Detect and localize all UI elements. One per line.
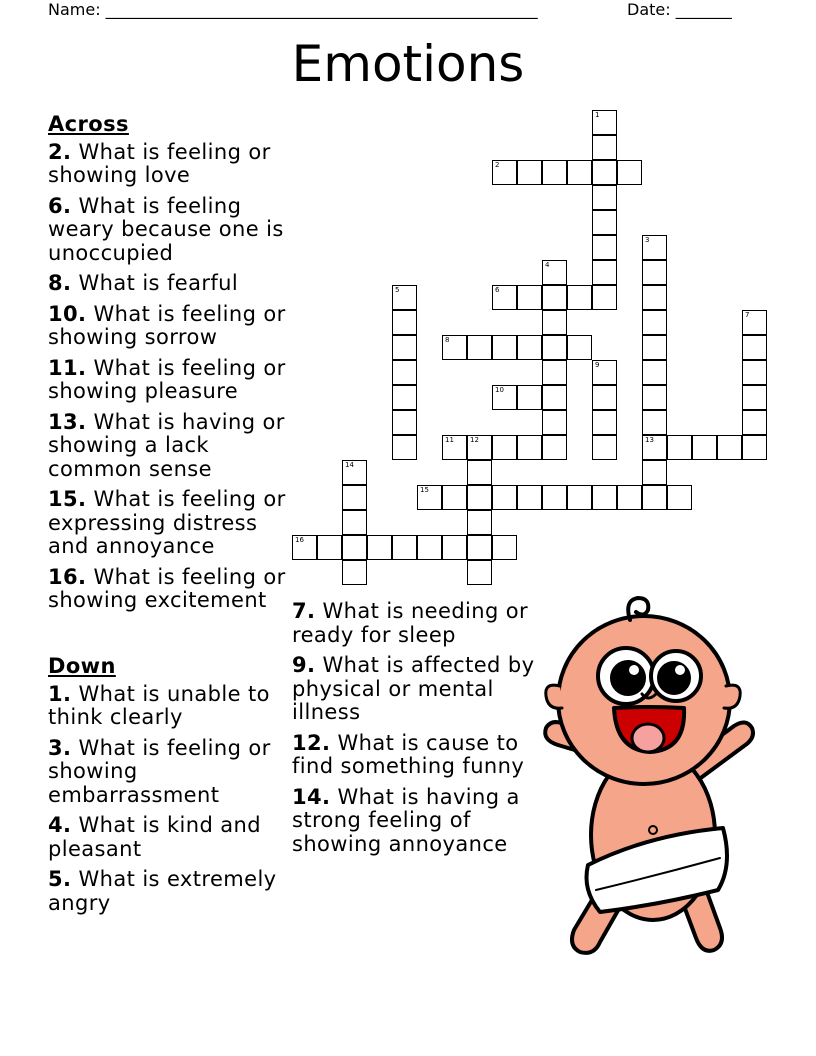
grid-cell[interactable]: [517, 435, 542, 460]
cell-number: 12: [470, 436, 479, 444]
grid-cell[interactable]: [442, 335, 467, 360]
grid-cell[interactable]: [467, 560, 492, 585]
grid-cell[interactable]: [517, 160, 542, 185]
cell-number: 6: [495, 286, 500, 294]
grid-cell[interactable]: [317, 535, 342, 560]
grid-cell[interactable]: [542, 385, 567, 410]
clue-down-14: 14. What is having a strong feeling of showing annoyance: [292, 784, 520, 856]
grid-cell[interactable]: [467, 335, 492, 360]
clue-down-12: 12. What is cause to find something funny: [292, 730, 525, 778]
grid-cell[interactable]: [592, 385, 617, 410]
grid-cell[interactable]: [592, 110, 617, 135]
grid-cell[interactable]: [617, 160, 642, 185]
grid-cell[interactable]: [542, 160, 567, 185]
grid-cell[interactable]: [642, 485, 667, 510]
grid-cell[interactable]: [742, 435, 767, 460]
grid-cell[interactable]: [642, 235, 667, 260]
cell-number: 5: [395, 286, 400, 294]
cell-number: 15: [420, 486, 429, 494]
grid-cell[interactable]: [492, 435, 517, 460]
grid-cell[interactable]: [392, 335, 417, 360]
grid-cell[interactable]: [392, 360, 417, 385]
cell-number: 10: [495, 386, 504, 394]
grid-cell[interactable]: [667, 485, 692, 510]
cell-number: 16: [295, 536, 304, 544]
grid-cell[interactable]: [592, 210, 617, 235]
grid-cell[interactable]: [492, 485, 517, 510]
grid-cell[interactable]: [642, 360, 667, 385]
clue-down-7: 7. What is needing or ready for sleep: [292, 599, 529, 647]
grid-cell[interactable]: [392, 285, 417, 310]
grid-cell[interactable]: [492, 385, 517, 410]
grid-cell[interactable]: [692, 435, 717, 460]
grid-cell[interactable]: [642, 260, 667, 285]
name-field: Name: ______________________________________________________: [48, 0, 538, 19]
clue-down-3: 3. What is feeling or showing embarrassment: [48, 735, 271, 807]
clue-across-10: 10. What is feeling or showing sorrow: [48, 301, 286, 349]
cell-number: 8: [445, 336, 450, 344]
down-clues: [48, 655, 288, 922]
grid-cell[interactable]: [592, 410, 617, 435]
cell-number: 1: [595, 111, 600, 119]
grid-cell[interactable]: [567, 285, 592, 310]
down-heading: Down: [48, 654, 116, 678]
grid-cell[interactable]: [392, 410, 417, 435]
cell-number: 7: [745, 311, 750, 319]
grid-cell[interactable]: [492, 535, 517, 560]
clue-across-2: 2. What is feeling or showing love: [48, 139, 271, 187]
grid-cell[interactable]: [517, 285, 542, 310]
cell-number: 11: [445, 436, 454, 444]
grid-cell[interactable]: [592, 285, 617, 310]
grid-cell[interactable]: [642, 335, 667, 360]
grid-cell[interactable]: [742, 310, 767, 335]
grid-cell[interactable]: [642, 285, 667, 310]
grid-cell[interactable]: [492, 160, 517, 185]
across-clues: [48, 113, 288, 620]
clue-across-13: 13. What is having or showing a lack common sense: [48, 409, 285, 481]
grid-cell[interactable]: [517, 335, 542, 360]
grid-cell[interactable]: [342, 460, 367, 485]
right-ear: [724, 685, 740, 708]
cell-number: 3: [645, 236, 650, 244]
grid-cell[interactable]: [642, 410, 667, 435]
date-field: Date: _______: [627, 0, 732, 19]
clue-down-1: 1. What is unable to think clearly: [48, 681, 270, 729]
grid-cell[interactable]: [292, 535, 317, 560]
grid-cell[interactable]: [467, 435, 492, 460]
grid-cell[interactable]: [592, 260, 617, 285]
grid-cell[interactable]: [592, 360, 617, 385]
clue-down-5: 5. What is extremely angry: [48, 867, 277, 915]
grid-cell[interactable]: [467, 510, 492, 535]
grid-cell[interactable]: [542, 260, 567, 285]
grid-cell[interactable]: [342, 485, 367, 510]
clue-across-15: 15. What is feeling or expressing distress and annoyance: [48, 487, 286, 558]
cell-number: 2: [495, 161, 500, 169]
grid-cell[interactable]: [642, 385, 667, 410]
grid-cell[interactable]: [542, 360, 567, 385]
grid-cell[interactable]: [742, 410, 767, 435]
grid-cell[interactable]: [392, 310, 417, 335]
grid-cell[interactable]: [417, 535, 442, 560]
grid-cell[interactable]: [442, 535, 467, 560]
page-title: Emotions: [291, 35, 525, 93]
grid-cell[interactable]: [492, 335, 517, 360]
grid-cell[interactable]: [392, 535, 417, 560]
grid-cell[interactable]: [742, 360, 767, 385]
clue-across-6: 6. What is feeling weary because one is unoccupied: [48, 193, 284, 265]
across-heading: Across: [48, 112, 129, 136]
grid-cell[interactable]: [342, 510, 367, 535]
grid-cell[interactable]: [567, 160, 592, 185]
grid-cell[interactable]: [492, 285, 517, 310]
grid-cell[interactable]: [592, 185, 617, 210]
grid-cell[interactable]: [642, 460, 667, 485]
grid-cell[interactable]: [592, 435, 617, 460]
grid-cell[interactable]: [517, 385, 542, 410]
grid-cell[interactable]: [542, 310, 567, 335]
grid-cell[interactable]: [442, 485, 467, 510]
grid-cell[interactable]: [592, 485, 617, 510]
grid-cell[interactable]: [342, 560, 367, 585]
grid-cell[interactable]: [542, 335, 567, 360]
clue-across-11: 11. What is feeling or showing pleasure: [48, 355, 286, 403]
cell-number: 4: [545, 261, 550, 269]
clue-down-9: 9. What is affected by physical or mental illness: [292, 653, 535, 724]
grid-cell[interactable]: [717, 435, 742, 460]
cell-number: 14: [345, 461, 354, 469]
grid-cell[interactable]: [392, 435, 417, 460]
grid-cell[interactable]: [667, 435, 692, 460]
grid-cell[interactable]: [592, 235, 617, 260]
grid-cell[interactable]: [542, 485, 567, 510]
grid-cell[interactable]: [517, 485, 542, 510]
down-clues-continued: [292, 600, 542, 863]
grid-cell[interactable]: [567, 335, 592, 360]
baby-illustration: [538, 590, 768, 970]
grid-cell[interactable]: [642, 310, 667, 335]
grid-cell[interactable]: [642, 435, 667, 460]
tongue: [632, 724, 664, 752]
grid-cell[interactable]: [342, 535, 367, 560]
grid-cell[interactable]: [367, 535, 392, 560]
grid-cell[interactable]: [542, 410, 567, 435]
grid-cell[interactable]: [742, 385, 767, 410]
grid-cell[interactable]: [617, 485, 642, 510]
grid-cell[interactable]: [542, 285, 567, 310]
grid-cell[interactable]: [592, 160, 617, 185]
grid-cell[interactable]: [742, 335, 767, 360]
grid-cell[interactable]: [467, 460, 492, 485]
grid-cell[interactable]: [542, 435, 567, 460]
clue-across-8: 8. What is fearful: [48, 271, 239, 295]
left-ear: [546, 685, 562, 708]
grid-cell[interactable]: [392, 385, 417, 410]
grid-cell[interactable]: [592, 135, 617, 160]
clue-down-4: 4. What is kind and pleasant: [48, 813, 261, 861]
grid-cell[interactable]: [417, 485, 442, 510]
grid-cell[interactable]: [442, 435, 467, 460]
grid-cell[interactable]: [567, 485, 592, 510]
cell-number: 9: [595, 361, 600, 369]
grid-cell[interactable]: [467, 535, 492, 560]
cell-number: 13: [645, 436, 654, 444]
clue-across-16: 16. What is feeling or showing excitement: [48, 564, 286, 612]
grid-cell[interactable]: [467, 485, 492, 510]
